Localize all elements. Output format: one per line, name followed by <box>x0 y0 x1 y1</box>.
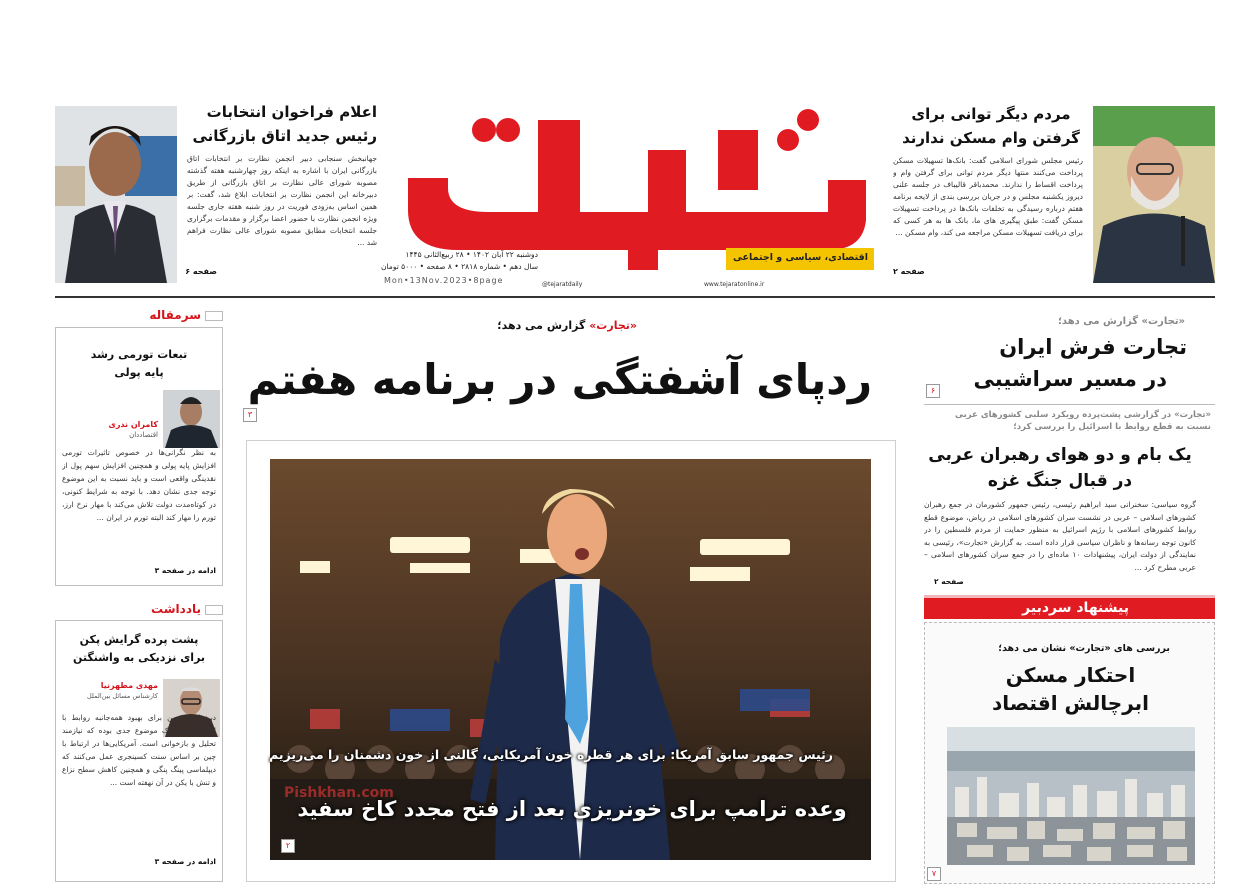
editorial-more: ادامه در صفحه ۳ <box>154 566 216 575</box>
editorial-author-role: اقتصاددان <box>129 431 158 439</box>
main-photo-watermark: Pishkhan.com <box>284 785 394 801</box>
top-left-story <box>55 103 377 283</box>
editor-pick-headline-1: احتکار مسکن <box>1005 663 1136 687</box>
right-story-1-headline-1: تجارت فرش ایران <box>999 335 1187 359</box>
top-left-page-ref: صفحه ۶ <box>185 267 217 276</box>
editorial-section-title: سرمقاله <box>149 308 201 322</box>
masthead-social: @tejaratdaily <box>542 281 583 288</box>
top-left-body: جهانبخش سنجابی دبیر انجمن نظارت بر انتخابات اتاق بازرگانی ایران با اشاره به اینکه روز چهارشنبه هفته گذشته مصوبه شورای عالی نظارت بر اتاق بازرگانی از طریق دبیرخانه این انجمن نظارت بر انتخابات ابلاغ شد، گفت: بر همین اساس به‌زودی فوریت در روز شنبه هفته جاری جلسه ویژه انجمن نظارت با حضور اعضا برگزار و مقدمات برگزاری جلسه انتخابات مطابق مصوبه شورای عالی نظارت فراهم شد ... <box>187 154 377 247</box>
right-story-2 <box>924 407 1215 587</box>
right-story-2-page-ref: صفحه ۲ <box>934 577 964 586</box>
editorial-title-2: پایه پولی <box>114 366 164 379</box>
top-left-headline-2: رئیس جدید اتاق بازرگانی <box>192 127 377 145</box>
note-body: درخواست چین برای بهبود همه‌جانبه روابط با ایالات متحده یک موضوع جدی بوده که نیازمند تحلیل و بازخوانی است. آمریکایی‌ها در ارتباط با چین بر اساس سنت کسینجری عمل می‌کنند که دیپلماسی پینگ پنگی و همچنین کاهش سطح نزاع و تنش با یکن در آن نهفته است ... <box>62 713 216 787</box>
right-story-2-body: گروه سیاسی: سخنرانی سید ابراهیم رئیسی، رئیس جمهور کشورمان در جمع رهبران کشورهای اسلامی – عربی در نشست سران کشورهای اسلامی در ریاض، موضوع قطع روابط کشورهای اسلامی با رژیم اسرائیل به منظور حمایت از مردم فلسطین را در کانون توجه رسانه‌ها و ناظران سیاسی قرار داده است. به گزارش «تجارت»، رئیسی به نمایندگی از دولت ایران، پیشنهادات ۱۰ ماده‌ای را در جمع سران کشورهای اسلامی – عربی مطرح کرد ... <box>924 500 1196 572</box>
main-photo-page: ۲ <box>281 839 295 853</box>
right-story-2-headline-1: یک بام و دو هوای رهبران عربی <box>928 445 1192 465</box>
editor-pick-page: ۷ <box>927 867 941 881</box>
note-section-tab <box>205 605 223 615</box>
right-story-1 <box>924 312 1215 402</box>
main-kicker-brand: «تجارت» <box>589 319 637 332</box>
masthead-tagline: اقتصادی، سیاسی و اجتماعی <box>732 252 868 263</box>
editorial-author: کامران ندری <box>108 420 158 429</box>
top-right-headline-1: مردم دیگر توانی برای <box>911 105 1071 123</box>
main-headline-page: ۳ <box>243 408 257 422</box>
note-card <box>55 620 223 882</box>
note-author-role: کارشناس مسائل بین‌الملل <box>87 692 158 700</box>
editorial-author-photo <box>163 390 220 448</box>
masthead-date-fa: دوشنبه ۲۲ آبان ۱۴۰۲ • ۲۸ ربیع‌الثانی ۱۴۴۵ <box>405 250 538 259</box>
editorial-body: به نظر نگرانی‌ها در خصوص تاثیرات تورمی افزایش پایه پولی و همچنین افزایش سهم پول از نقدینگی واقعی است و باید نسبت به این موضوع توجه جدی نشان دهد. با توجه به شرایط کنونی، در کوتاه‌مدت دولت تلاش می‌کند با مهار نرخ ارز، تورم را مهار کند البته تورم در ایران ... <box>62 448 216 522</box>
main-kicker-rest: گزارش می دهد؛ <box>497 319 586 332</box>
top-right-headline-2: گرفتن وام مسکن ندارند <box>902 129 1080 147</box>
editorial-card <box>55 327 223 586</box>
note-author: مهدی مطهرنیا <box>100 681 158 690</box>
masthead-logo-text <box>388 100 880 101</box>
main-photo-frame <box>246 440 896 882</box>
main-headline: ردپای آشفتگی در برنامه هفتم <box>247 355 872 404</box>
main-photo-caption-1: رئیس جمهور سابق آمریکا: برای هر قطره خون آمریکایی، گالنی از خون دشمنان را می‌ریزیم <box>269 747 833 762</box>
masthead-rule <box>55 296 1215 298</box>
right-story-2-kicker: «تجارت» در گزارشی پشت‌پرده رویکرد سلبی کشورهای عربی نسبت به قطع روابط با اسرائیل را بررسی کرد؛ <box>954 410 1211 432</box>
masthead-issue-line: سال دهم • شماره ۲۸۱۸ • ۸ صفحه • ۵۰۰۰ تومان <box>381 262 538 271</box>
editor-pick-city-photo <box>947 727 1195 865</box>
main-kicker <box>237 319 637 332</box>
right-story-1-kicker: «تجارت» گزارش می دهد؛ <box>1057 316 1185 327</box>
top-right-body: رئیس مجلس شورای اسلامی گفت: بانک‌ها تسهیلات مسکن پرداخت می‌کنند منتها دیگر مردم توانی برای گرفتن وام و پرداخت اقساط را ندارند. محمدباقر قالیباف در جلسه علنی دیروز یکشنبه مجلس و در جریان بررسی بندی از لایحه برنامه هفتم درباره رسیدگی به تخلفات بانک‌ها در پرداخت تسهیلات مسکن گفت: طبق پیگیری های ما، بانک ها به هر کسی که برای دریافت تسهیلات مسکن مراجعه می کند، وام مسکن ... <box>893 156 1083 237</box>
top-right-page-ref: صفحه ۲ <box>893 267 925 276</box>
note-box <box>55 598 223 882</box>
editor-pick-box <box>924 622 1215 884</box>
note-section-title: یادداشت <box>151 602 201 616</box>
masthead-date-en: Mon•13Nov.2023•8page <box>384 276 504 285</box>
editor-pick-banner <box>924 595 1215 619</box>
right-story-2-headline-2: در قبال جنگ غزه <box>987 471 1133 491</box>
right-story-1-headline-2: در مسیر سراشیبی <box>973 367 1167 391</box>
note-more: ادامه در صفحه ۳ <box>154 857 216 866</box>
editorial-title-1: تبعات تورمی رشد <box>90 348 188 361</box>
note-title-2: برای نزدیکی به واشنگتن <box>72 651 206 664</box>
masthead-logo-shape <box>381 100 880 271</box>
editor-pick-kicker: بررسی های «تجارت» نشان می دهد؛ <box>998 643 1170 654</box>
main-photo-caption-2: وعده ترامپ برای خونریزی بعد از فتح مجدد کاخ سفید <box>297 797 847 821</box>
editorial-box <box>55 303 223 586</box>
editorial-section-tab <box>205 311 223 321</box>
note-title-1: پشت پرده گرایش پکن <box>79 633 199 646</box>
ghalibaf-photo <box>1093 106 1215 283</box>
top-left-headline-1: اعلام فراخوان انتخابات <box>206 103 377 121</box>
top-right-story <box>893 103 1215 283</box>
right-divider-1 <box>924 404 1215 405</box>
masthead-website: www.tejaratonline.ir <box>704 281 765 288</box>
editor-pick-banner-text: پیشنهاد سردبیر <box>1022 600 1129 616</box>
right-story-1-page: ۶ <box>926 384 940 398</box>
masthead-tagline-bar <box>726 248 874 270</box>
hamedani-photo <box>55 106 177 283</box>
masthead-logo-block <box>381 100 880 295</box>
editor-pick-headline-2: ابرچالش اقتصاد <box>991 691 1150 715</box>
